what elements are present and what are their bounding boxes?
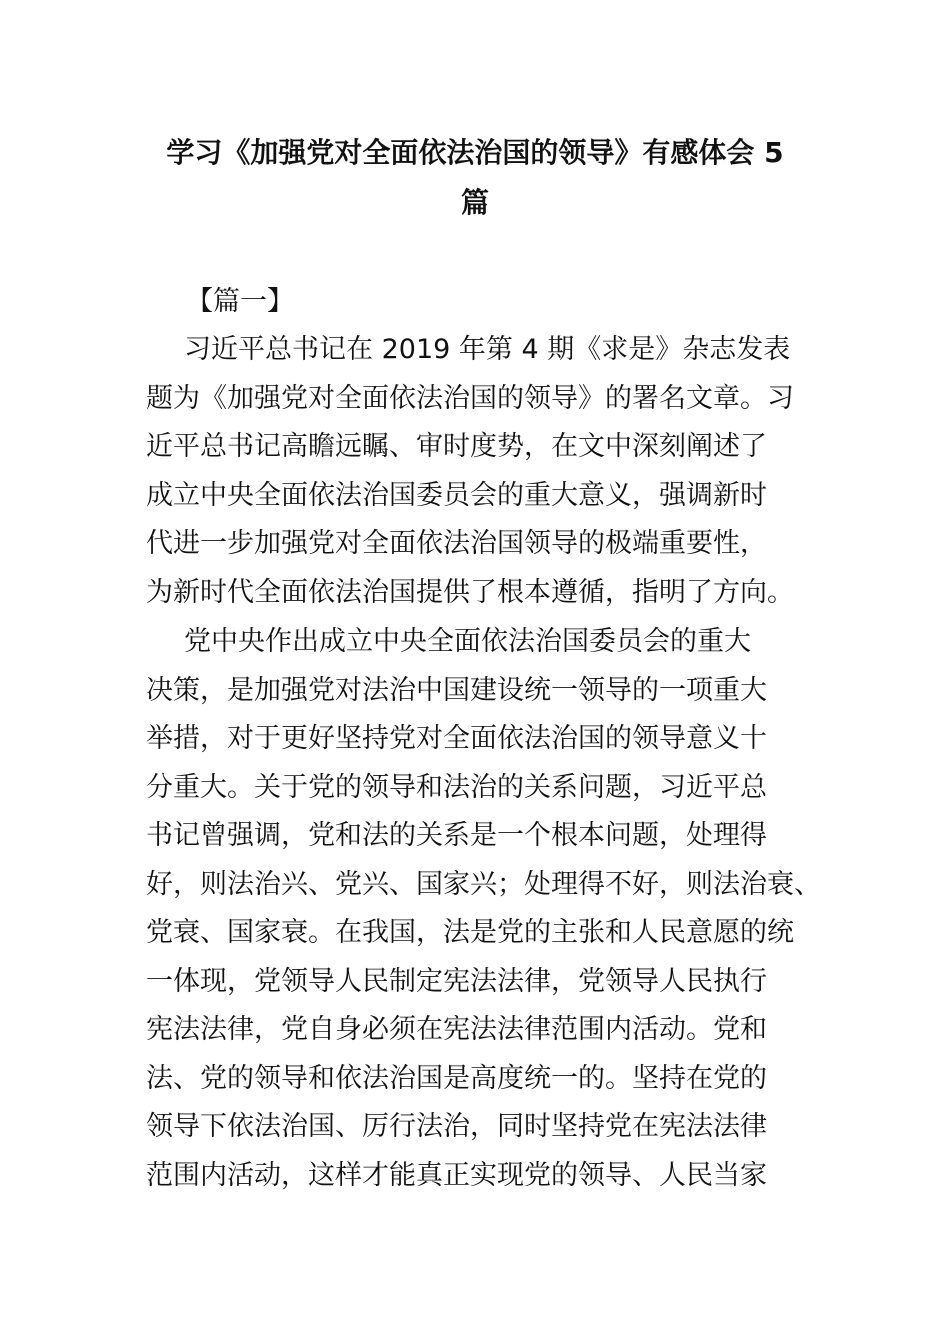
section-label: 【篇一】 xyxy=(186,286,294,317)
document-title xyxy=(140,128,810,228)
body-paragraph xyxy=(146,326,826,617)
paragraph-line: 分重大。关于党的领导和法治的关系问题，习近平总 xyxy=(146,771,767,803)
paragraph-line: 习近平总书记在 2019 年第 4 期《求是》杂志发表 xyxy=(184,334,791,365)
paragraph-line: 成立中央全面依法治国委员会的重大意义，强调新时 xyxy=(146,479,767,511)
paragraph-line: 代进一步加强党对全面依法治国领导的极端重要性， xyxy=(146,528,767,559)
paragraph-line: 法、党的领导和依法治国是高度统一的。坚持在党的 xyxy=(146,1062,767,1094)
body-paragraph xyxy=(146,618,826,1200)
paragraph-line: 领导下依法治国、厉行法治，同时坚持党在宪法法律 xyxy=(146,1111,767,1142)
paragraph-line: 题为《加强党对全面依法治国的领导》的署名文章。习 xyxy=(146,382,794,414)
paragraph-line: 近平总书记高瞻远瞩、审时度势，在文中深刻阐述了 xyxy=(146,431,767,462)
title-line: 篇 xyxy=(460,186,489,219)
paragraph-line: 宪法法律，党自身必须在宪法法律范围内活动。党和 xyxy=(146,1014,767,1045)
title-line: 学习《加强党对全面依法治国的领导》有感体会 5 xyxy=(166,136,784,169)
paragraph-line: 为新时代全面依法治国提供了根本遵循，指明了方向。 xyxy=(146,576,794,608)
paragraph-line: 党中央作出成立中央全面依法治国委员会的重大 xyxy=(184,626,751,657)
paragraph-line: 书记曾强调，党和法的关系是一个根本问题，处理得 xyxy=(146,820,767,851)
paragraph-line: 一体现，党领导人民制定宪法法律，党领导人民执行 xyxy=(146,965,767,997)
paragraph-line: 范围内活动，这样才能真正实现党的领导、人民当家 xyxy=(146,1159,767,1191)
paragraph-line: 好，则法治兴、党兴、国家兴；处理得不好，则法治衰、 xyxy=(146,868,821,900)
paragraph-line: 举措，对于更好坚持党对全面依法治国的领导意义十 xyxy=(146,723,767,754)
paragraph-line: 决策，是加强党对法治中国建设统一领导的一项重大 xyxy=(146,674,767,706)
paragraph-line: 党衰、国家衰。在我国，法是党的主张和人民意愿的统 xyxy=(146,917,794,948)
